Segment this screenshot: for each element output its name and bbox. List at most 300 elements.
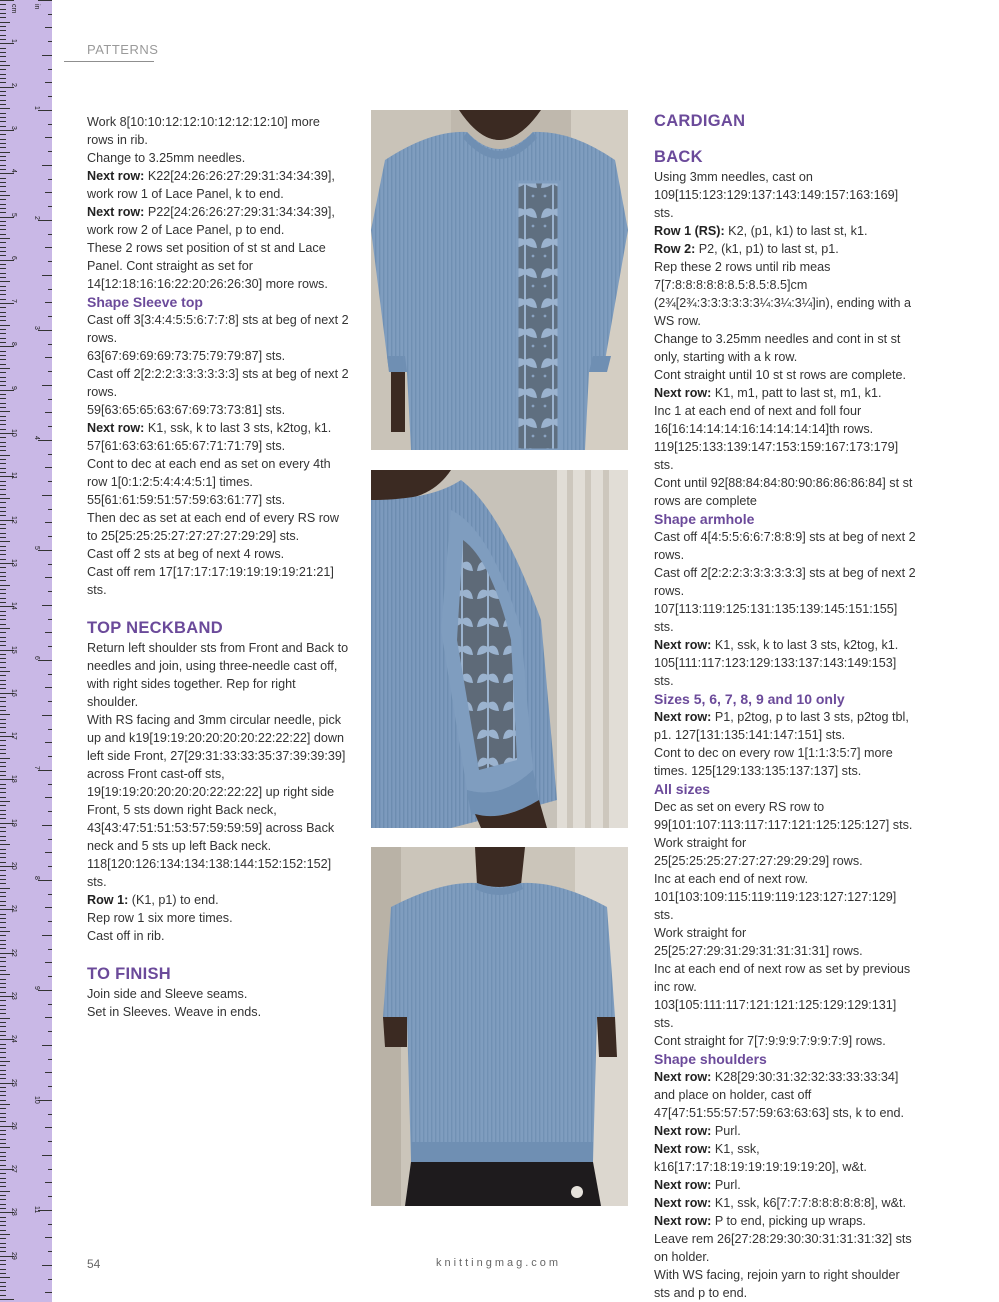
ruler-inch-tick: [42, 55, 52, 56]
paragraph: Cast off 4[4:5:5:6:6:7:8:8:9] sts at beg of next 2 rows.: [654, 530, 916, 562]
row-label: Next row:: [654, 1196, 712, 1210]
ruler-tick: [0, 979, 6, 980]
ruler-tick: [0, 35, 6, 36]
ruler-cm-number: 13: [10, 558, 17, 567]
ruler-tick: [0, 299, 6, 300]
ruler-inch-tick: [45, 797, 52, 798]
ruler-cm-number: 2: [10, 82, 17, 87]
page-number: 54: [87, 1257, 101, 1271]
ruler-inch-tick: [42, 605, 52, 606]
ruler-tick: [0, 43, 14, 44]
ruler-tick: [0, 1251, 6, 1252]
ruler-tick: [0, 1100, 6, 1101]
paragraph: Cont to dec on every row 1[1:1:3:5:7] more times. 125[129:133:135:137:137] sts.: [654, 746, 893, 778]
ruler-tick: [0, 732, 6, 733]
ruler-tick: [0, 268, 6, 269]
photo-sweater-sleeve-closeup: [371, 470, 628, 828]
ruler-tick: [0, 403, 6, 404]
ruler-inch-tick: [38, 1210, 52, 1211]
ruler-tick: [0, 130, 14, 131]
ruler-tick: [0, 52, 6, 53]
ruler-inch-tick: [48, 1004, 52, 1005]
ruler-tick: [0, 654, 6, 655]
ruler-tick: [0, 191, 6, 192]
ruler-cm-number: 6: [10, 255, 17, 260]
ruler-inch-tick: [48, 151, 52, 152]
ruler-inch-tick: [45, 632, 52, 633]
ruler-inch-number: 11: [33, 1205, 40, 1214]
ruler-tick: [0, 1273, 6, 1274]
ruler-tick: [0, 745, 6, 746]
ruler-tick: [0, 788, 6, 789]
ruler-tick: [0, 758, 10, 759]
ruler-tick: [0, 879, 6, 880]
ruler-tick: [0, 65, 10, 66]
heading-top-neckband: TOP NECKBAND: [87, 619, 223, 637]
ruler-tick: [0, 108, 10, 109]
ruler-tick: [0, 645, 6, 646]
ruler-tick: [0, 940, 6, 941]
ruler-tick: [0, 593, 6, 594]
ruler-inch-tick: [45, 357, 52, 358]
ruler-inch-tick: [38, 880, 52, 881]
ruler-tick: [0, 740, 6, 741]
row-label: Next row:: [654, 1214, 712, 1228]
ruler-tick: [0, 303, 14, 304]
ruler-tick: [0, 1152, 6, 1153]
ruler-inch-tick: [45, 962, 52, 963]
ruler-inch-tick: [45, 1237, 52, 1238]
ruler-tick: [0, 446, 6, 447]
ruler-tick: [0, 628, 10, 629]
ruler-tick: [0, 117, 6, 118]
ruler-in-label: in: [33, 4, 40, 10]
ruler-inch-number: 8: [33, 875, 40, 880]
ruler-inch-tick: [48, 316, 52, 317]
ruler-tick: [0, 1234, 10, 1235]
ruler-tick: [0, 662, 6, 663]
ruler-tick: [0, 559, 6, 560]
ruler-inch-tick: [45, 1017, 52, 1018]
ruler-tick: [0, 238, 10, 239]
paragraph: Cont straight for 7[7:9:9:9:7:9:9:7:9] rows.: [654, 1034, 886, 1048]
ruler-cm-number: 14: [10, 602, 17, 610]
ruler-tick: [0, 1295, 6, 1296]
ruler-inch-tick: [48, 1059, 52, 1060]
ruler-tick: [0, 1208, 6, 1209]
ruler-tick: [0, 186, 6, 187]
paragraph: Work straight for 25[25:27:29:31:29:31:31:31:31] rows.: [654, 926, 863, 958]
ruler-tick: [0, 1290, 6, 1291]
ruler-cm-number: 23: [10, 991, 17, 1000]
ruler-inch-tick: [42, 165, 52, 166]
ruler-tick: [0, 944, 6, 945]
ruler-tick: [0, 875, 6, 876]
ruler-tick: [0, 784, 6, 785]
paragraph: Work 8[10:10:12:12:10:12:12:12:10] more rows in rib.: [87, 115, 320, 147]
ruler-tick: [0, 857, 6, 858]
ruler-inch-tick: [48, 481, 52, 482]
ruler-inch-tick: [45, 1072, 52, 1073]
ruler-tick: [0, 1070, 6, 1071]
paragraph: Cont to dec at each end as set on every 4th row 1[0:1:2:5:4:4:4:5:1] times. 55[61:61:59:51:57:59:63:61:77] sts.: [87, 457, 331, 507]
ruler-tick: [0, 697, 6, 698]
ruler-tick: [0, 1199, 6, 1200]
ruler-inch-number: 2: [33, 215, 40, 220]
ruler-tick: [0, 143, 6, 144]
ruler-inch-number: 9: [33, 985, 40, 990]
ruler-tick: [0, 342, 6, 343]
ruler-tick: [0, 836, 6, 837]
ruler-inch-number: 5: [33, 545, 40, 550]
ruler-tick: [0, 580, 6, 581]
ruler-tick: [0, 615, 6, 616]
ruler-inch-tick: [48, 619, 52, 620]
ruler-cm-number: 21: [10, 905, 17, 914]
ruler-inch-tick: [48, 1196, 52, 1197]
ruler-tick: [0, 169, 6, 170]
ruler-tick: [0, 1061, 10, 1062]
paragraph: Then dec as set at each end of every RS row to 25[25:25:25:27:27:27:27:29:29] sts.: [87, 511, 340, 543]
ruler-inch-tick: [48, 646, 52, 647]
paragraph: 59[63:65:65:63:67:69:73:73:81] sts.: [87, 403, 286, 417]
ruler-inch-tick: [45, 192, 52, 193]
ruler-tick: [0, 229, 6, 230]
ruler-tick: [0, 489, 6, 490]
ruler-inch-tick: [42, 825, 52, 826]
ruler-tick: [0, 316, 6, 317]
ruler-inch-number: 4: [33, 435, 40, 440]
row-label: Next row:: [654, 386, 712, 400]
subheading-all-sizes: All sizes: [654, 781, 711, 797]
ruler-inch-number: 1: [33, 105, 40, 110]
ruler-tick: [0, 398, 6, 399]
ruler-tick: [0, 1186, 6, 1187]
ruler-tick: [0, 1182, 6, 1183]
section-label: PATTERNS: [87, 42, 159, 57]
ruler-tick: [0, 948, 6, 949]
ruler-tick: [0, 515, 6, 516]
ruler-tick: [0, 95, 6, 96]
ruler-tick: [0, 338, 6, 339]
ruler-tick: [0, 554, 6, 555]
ruler-tick: [0, 429, 6, 430]
ruler-inch-tick: [48, 426, 52, 427]
ruler-tick: [0, 961, 6, 962]
ruler-tick: [0, 1000, 6, 1001]
ruler-tick: [0, 251, 6, 252]
ruler-tick: [0, 1230, 6, 1231]
row-label: Row 1:: [87, 893, 129, 907]
ruler-inch-tick: [45, 687, 52, 688]
ruler-inch-tick: [48, 564, 52, 565]
ruler-inch-tick: [38, 660, 52, 661]
ruler-tick: [0, 1191, 10, 1192]
ruler-tick: [0, 69, 6, 70]
ruler-inch-tick: [45, 1292, 52, 1293]
ruler-tick: [0, 641, 6, 642]
ruler-tick: [0, 160, 6, 161]
ruler-inch-tick: [48, 14, 52, 15]
ruler-tick: [0, 1286, 6, 1287]
ruler-tick: [0, 1269, 6, 1270]
paragraph: Cast off 2 sts at beg of next 4 rows.: [87, 547, 285, 561]
ruler-tick: [0, 883, 6, 884]
ruler-tick: [0, 1026, 6, 1027]
subheading-sizes: Sizes 5, 6, 7, 8, 9 and 10 only: [654, 691, 845, 707]
ruler-tick: [0, 831, 6, 832]
ruler-inch-tick: [48, 1114, 52, 1115]
ruler-tick: [0, 684, 6, 685]
ruler-tick: [0, 576, 6, 577]
ruler-tick: [0, 550, 6, 551]
ruler-tick: [0, 901, 6, 902]
ruler-cm-number: 9: [10, 385, 17, 390]
ruler-tick: [0, 411, 10, 412]
ruler-cm-number: 1: [10, 39, 17, 44]
row-label: Next row:: [654, 710, 712, 724]
paragraph: Rep row 1 six more times.: [87, 911, 233, 925]
ruler-tick: [0, 173, 14, 174]
ruler-inch-tick: [48, 206, 52, 207]
ruler-inch-number: 7: [33, 765, 40, 770]
ruler-tick: [0, 152, 10, 153]
ruler-tick: [0, 364, 6, 365]
ruler-tick: [0, 805, 6, 806]
ruler-inch-tick: [48, 1251, 52, 1252]
ruler-tick: [0, 104, 6, 105]
ruler-tick: [0, 1178, 6, 1179]
ruler-tick: [0, 546, 6, 547]
paragraph: Change to 3.25mm needles and cont in st st only, starting with a k row.: [654, 332, 901, 364]
subheading-shape-armhole: Shape armhole: [654, 511, 755, 527]
ruler-inch-tick: [48, 866, 52, 867]
ruler-tick: [0, 533, 6, 534]
paragraph: Next row: K1, m1, patt to last st, m1, k1.: [654, 386, 882, 400]
heading-back: BACK: [654, 148, 703, 166]
ruler-inch-tick: [48, 234, 52, 235]
ruler-tick: [0, 381, 6, 382]
ruler-tick: [0, 199, 6, 200]
ruler-inch-tick: [48, 1141, 52, 1142]
ruler-tick: [0, 290, 6, 291]
ruler-tick: [0, 329, 6, 330]
paragraph: Row 1 (RS): K2, (p1, k1) to last st, k1.: [654, 224, 868, 238]
ruler-inch-tick: [38, 330, 52, 331]
ruler-inch-tick: [48, 1169, 52, 1170]
row-label: Row 1 (RS):: [654, 224, 725, 238]
ruler-tick: [0, 927, 6, 928]
row-label: Next row:: [87, 169, 145, 183]
ruler-tick: [0, 537, 6, 538]
ruler-tick: [0, 74, 6, 75]
paragraph: Row 1: (K1, p1) to end.: [87, 893, 219, 907]
ruler-tick: [0, 589, 6, 590]
paragraph: Work straight for 25[25:25:25:27:27:27:29:29:29] rows.: [654, 836, 863, 868]
ruler-tick: [0, 598, 6, 599]
ruler-inch-tick: [45, 742, 52, 743]
ruler-tick: [0, 368, 10, 369]
ruler-tick: [0, 797, 6, 798]
ruler-tick: [0, 1035, 6, 1036]
ruler-tick: [0, 247, 6, 248]
ruler-tick: [0, 26, 6, 27]
ruler-tick: [0, 372, 6, 373]
ruler-inch-tick: [38, 110, 52, 111]
paragraph: Next row: K1, ssk, k6[7:7:7:8:8:8:8:8:8], w&t.: [654, 1196, 906, 1210]
ruler-inch-tick: [38, 440, 52, 441]
ruler-cm-number: 3: [10, 125, 17, 130]
ruler-tick: [0, 1078, 6, 1079]
ruler-tick: [0, 849, 6, 850]
row-label: Next row:: [654, 1178, 712, 1192]
paragraph: Next row: K22[24:26:26:27:29:31:34:34:39], work row 1 of Lace Panel, k to end.: [87, 169, 335, 201]
ruler-tick: [0, 888, 10, 889]
ruler-inch-tick: [38, 1100, 52, 1101]
ruler-inch-tick: [48, 344, 52, 345]
ruler-inch-tick: [48, 1031, 52, 1032]
ruler-tick: [0, 983, 6, 984]
ruler-inch-tick: [45, 522, 52, 523]
paragraph: Join side and Sleeve seams.: [87, 987, 248, 1001]
ruler-tick: [0, 424, 6, 425]
ruler-tick: [0, 966, 6, 967]
ruler-tick: [0, 810, 6, 811]
ruler-inch-tick: [48, 179, 52, 180]
ruler-tick: [0, 749, 6, 750]
ruler-tick: [0, 688, 6, 689]
ruler-inch-tick: [45, 577, 52, 578]
paragraph: Next row: K1, ssk, k16[17:17:18:19:19:19:19:19:20], w&t.: [654, 1142, 867, 1174]
ruler-cm-number: 17: [10, 732, 17, 740]
paragraph: Inc 1 at each end of next and foll four 16[16:14:14:14:16:14:14:14:14]th rows. 119[125:133:139:147:153:159:167:173:179] sts.: [654, 404, 899, 472]
row-label: Next row:: [654, 638, 712, 652]
ruler-tick: [0, 1091, 6, 1092]
ruler-tick: [0, 1018, 10, 1019]
ruler-tick: [0, 957, 6, 958]
ruler-tick: [0, 56, 6, 57]
ruler-tick: [0, 844, 10, 845]
ruler-tick: [0, 619, 6, 620]
ruler-tick: [0, 1277, 10, 1278]
paragraph: Set in Sleeves. Weave in ends.: [87, 1005, 262, 1019]
ruler-inch-tick: [45, 412, 52, 413]
ruler-tick: [0, 818, 6, 819]
ruler-tick: [0, 134, 6, 135]
ruler-tick: [0, 1160, 6, 1161]
ruler-tick: [0, 1022, 6, 1023]
ruler-tick: [0, 987, 6, 988]
ruler-inch-tick: [38, 550, 52, 551]
ruler-inch-tick: [48, 1224, 52, 1225]
ruler-tick: [0, 624, 6, 625]
ruler-tick: [0, 463, 6, 464]
ruler-tick: [0, 918, 6, 919]
ruler-tick: [0, 853, 6, 854]
ruler-tick: [0, 1299, 14, 1300]
ruler-tick: [0, 701, 6, 702]
measuring-ruler: [0, 0, 52, 1302]
ruler-tick: [0, 273, 6, 274]
ruler-inch-tick: [45, 302, 52, 303]
ruler-tick: [0, 1204, 6, 1205]
ruler-tick: [0, 1130, 6, 1131]
ruler-tick: [0, 165, 6, 166]
ruler-tick: [0, 48, 6, 49]
paragraph: These 2 rows set position of st st and Lace Panel. Cont straight as set for 14[12:18:16:16:22:20:26:26:30] more rows.: [87, 241, 328, 291]
ruler-tick: [0, 658, 6, 659]
ruler-tick: [0, 82, 6, 83]
ruler-tick: [0, 710, 6, 711]
ruler-tick: [0, 494, 6, 495]
ruler-inch-tick: [48, 839, 52, 840]
paragraph: Inc at each end of next row as set by previous inc row. 103[105:111:117:121:121:125:129:129:131] sts.: [654, 962, 911, 1030]
ruler-tick: [0, 1282, 6, 1283]
ruler-tick: [0, 671, 10, 672]
ruler-tick: [0, 675, 6, 676]
ruler-tick: [0, 1247, 6, 1248]
ruler-tick: [0, 1225, 6, 1226]
ruler-tick: [0, 1104, 10, 1105]
ruler-cm-number: 26: [10, 1121, 17, 1130]
ruler-tick: [0, 931, 10, 932]
ruler-inch-tick: [48, 399, 52, 400]
ruler-cm-number: 11: [10, 472, 17, 480]
ruler-tick: [0, 416, 6, 417]
ruler-cm-number: 10: [10, 429, 17, 437]
ruler-tick: [0, 727, 6, 728]
paragraph: Rep these 2 rows until rib meas 7[7:8:8:8:8:8:8.5:8.5:8.5]cm (2¾[2¾:3:3:3:3:3:3¼:3¼:3¼]in), ending with a WS row.: [654, 260, 911, 328]
ruler-cm-number: 27: [10, 1165, 17, 1173]
ruler-inch-tick: [45, 247, 52, 248]
ruler-tick: [0, 242, 6, 243]
ruler-tick: [0, 212, 6, 213]
ruler-inch-tick: [48, 811, 52, 812]
ruler-tick: [0, 355, 6, 356]
ruler-tick: [0, 385, 6, 386]
ruler-tick: [0, 585, 10, 586]
paragraph: Next row: Purl.: [654, 1124, 741, 1138]
ruler-tick: [0, 719, 6, 720]
ruler-tick: [0, 762, 6, 763]
ruler-cm-number: 18: [10, 775, 17, 784]
ruler-inch-tick: [45, 1182, 52, 1183]
ruler-tick: [0, 840, 6, 841]
ruler-tick: [0, 524, 6, 525]
ruler-tick: [0, 320, 6, 321]
ruler-inch-tick: [48, 1279, 52, 1280]
paragraph: Cast off in rib.: [87, 929, 165, 943]
ruler-inch-tick: [48, 894, 52, 895]
ruler-tick: [0, 827, 6, 828]
ruler-tick: [0, 680, 6, 681]
ruler-tick: [0, 511, 6, 512]
photo-sweater-front-closeup: [371, 110, 628, 450]
paragraph: Next row: P to end, picking up wraps.: [654, 1214, 866, 1228]
ruler-tick: [0, 13, 6, 14]
ruler-inch-tick: [42, 1045, 52, 1046]
ruler-tick: [0, 178, 6, 179]
paragraph: With RS facing and 3mm circular needle, pick up and k19[19:19:20:20:20:20:22:22:22] down left side Front, 27[29:31:33:33:35:37:39:39:39] across Front cast-off sts, 19[19:19:20:20:20:20:22:22:22] up right side Front, 5 sts down right Back neck, 43[43:47:51:51:53:57:59:59:59] across Back neck and 5 sts up left Back neck. 118[120:126:134:134:138:144:152:152:152] sts.: [87, 713, 346, 889]
ruler-tick: [0, 156, 6, 157]
ruler-cm-number: 19: [10, 818, 17, 827]
ruler-tick: [0, 126, 6, 127]
ruler-tick: [0, 1087, 6, 1088]
ruler-tick: [0, 377, 6, 378]
ruler-tick: [0, 922, 6, 923]
ruler-tick: [0, 1260, 6, 1261]
ruler-tick: [0, 468, 6, 469]
